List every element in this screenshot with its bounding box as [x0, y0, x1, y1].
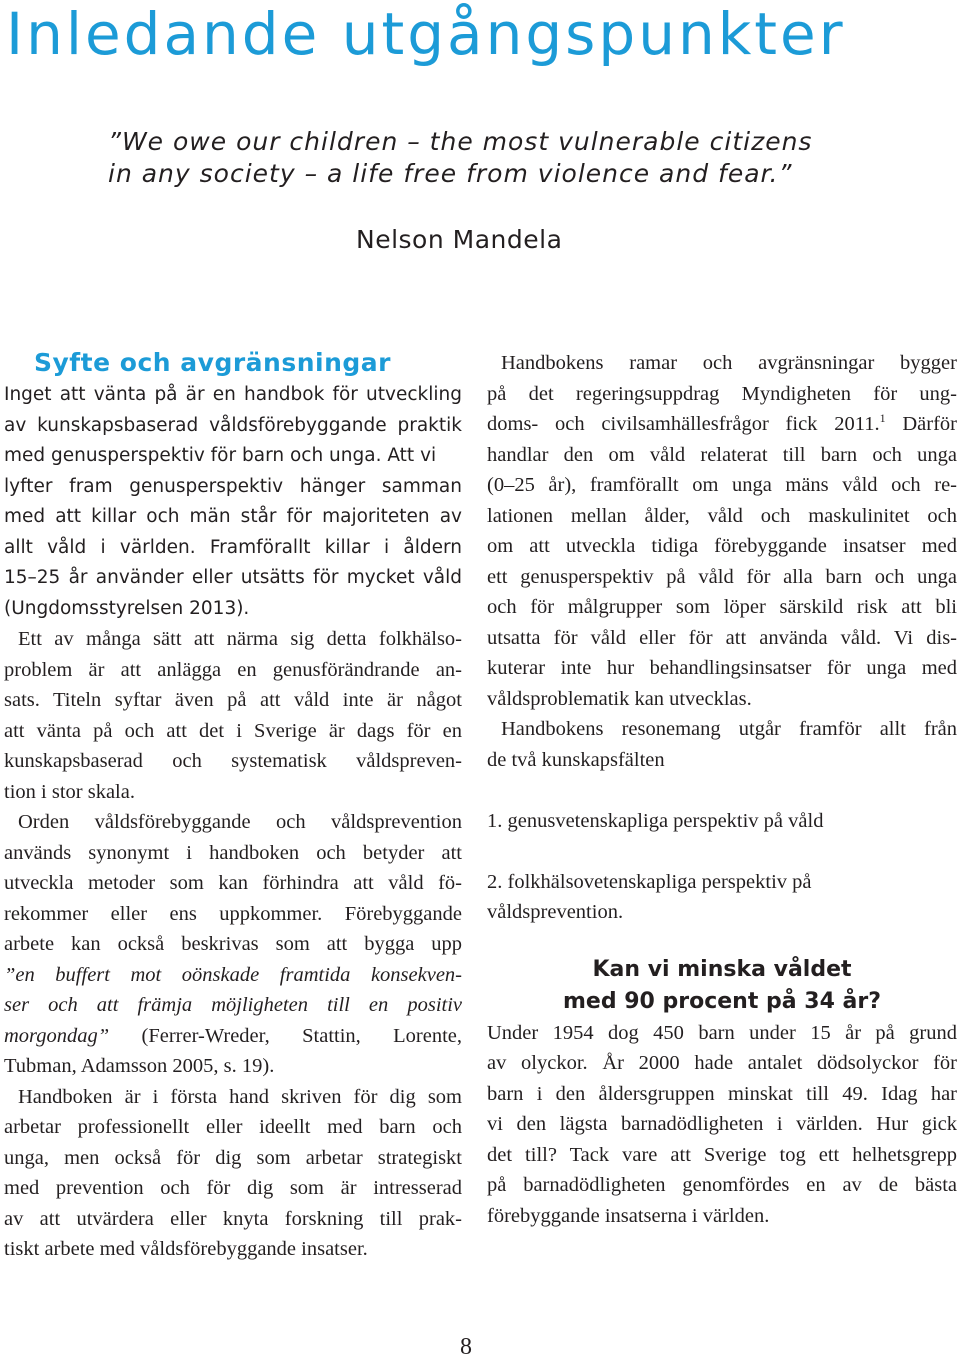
text-line: 2. folkhälsovetenskapliga perspektiv på: [487, 870, 812, 893]
text-line: barn i den åldersgruppen minskat till 49. Idag har: [487, 1082, 957, 1105]
text-line: (Ungdomsstyrelsen 2013).: [4, 597, 250, 619]
italic-fragment: morgondag”: [4, 1024, 110, 1047]
text-line: förebyggande insatserna i världen.: [487, 1204, 770, 1227]
text-line: ett genusperspektiv på våld för alla barn och unga: [487, 565, 957, 588]
quote-attribution: Nelson Mandela: [356, 225, 563, 254]
text-line: rekommer eller ens uppkommer. Förebyggande: [4, 902, 462, 925]
text-line: på det regeringsuppdrag Myndigheten för ung-: [487, 382, 957, 405]
text-line: av kunskapsbaserad våldsförebyggande praktik: [4, 414, 462, 436]
text-line: 1. genusvetenskapliga perspektiv på våld: [487, 809, 824, 832]
list-item: [487, 806, 957, 837]
footnote-marker: 1: [879, 411, 886, 426]
paragraph: [4, 1082, 462, 1265]
italic-text-line: ser och att främja möjligheten till en positiv: [4, 994, 462, 1016]
text-line: utveckla metoder som kan förhindra att våld fö-: [4, 872, 462, 894]
text-line: med att killar och män står för majoriteten av: [4, 506, 462, 527]
text-line: lationen mellan ålder, våld och maskulinitet och: [487, 504, 957, 527]
text-line: [487, 409, 957, 440]
left-column: [4, 346, 462, 1265]
text-line: tion i stor skala.: [4, 780, 135, 803]
italic-text-line: ”en buffert mot oönskade framtida konsekven-: [4, 963, 462, 986]
text-line: handlar den om våld relaterat till barn och unga: [487, 443, 957, 466]
text-line: Inget att vänta på är en handbok för utveckling: [4, 384, 462, 405]
intro-paragraph: [4, 380, 462, 624]
spacer: [487, 836, 957, 867]
text-line: [4, 1021, 462, 1052]
text-fragment: (Ferrer-Wreder, Stattin, Lorente,: [109, 1024, 462, 1047]
text-line: Orden våldsförebyggande och våldsprevention: [18, 811, 462, 833]
paragraph: [4, 807, 462, 1082]
text-line: allt våld i världen. Framförallt killar i åldern: [4, 536, 462, 558]
text-line: 15–25 år använder eller utsätts för mycket våld: [4, 567, 462, 588]
section-heading: Syfte och avgränsningar: [34, 348, 391, 377]
heading-line: Kan vi minska våldet: [592, 956, 852, 982]
quote-line: ”We owe our children – the most vulnerable citizens: [108, 127, 813, 156]
text-fragment: Att vi: [381, 445, 437, 466]
page-title: Inledande utgångspunkter: [6, 0, 846, 68]
text-line: tiskt arbete med våldsförebyggande insatser.: [4, 1238, 368, 1260]
text-line: används synonymt i handboken och betyder att: [4, 841, 462, 864]
text-line: Under 1954 dog 450 barn under 15 år på grund: [487, 1021, 957, 1044]
text-line: [4, 441, 462, 472]
page-number: 8: [460, 1334, 472, 1360]
quote-line: in any society – a life free from violence and fear.”: [108, 159, 793, 188]
text-line: (0–25 år), framförallt om unga mäns våld och re-: [487, 474, 957, 496]
text-line: kuterar inte hur behandlingsinsatser för unga med: [487, 657, 957, 679]
text-line: våldsprevention.: [487, 901, 624, 923]
right-column: [487, 348, 957, 1231]
heading-line: med 90 procent på 34 år?: [562, 988, 882, 1014]
spacer: [487, 928, 957, 948]
text-line: problem är att anlägga en genusförändrande an-: [4, 658, 462, 681]
text-line: det till? Tack vare att Sverige tog ett helhetsgrepp: [487, 1143, 957, 1166]
spacer: [487, 775, 957, 806]
paragraph: [487, 714, 957, 775]
list-item: [487, 867, 957, 928]
paragraph: [487, 348, 957, 714]
text-line: med prevention och för dig som är intresserad: [4, 1177, 462, 1199]
text-line: vi den lägsta barnadödligheten i världen. Hur gick: [487, 1113, 957, 1135]
text-line: de två kunskapsfälten: [487, 748, 665, 771]
text-line: kunskapsbaserad och systematisk våldspreven-: [4, 750, 462, 772]
fact-box-heading: [487, 954, 957, 1018]
text-line: Handbokens resonemang utgår framför allt från: [501, 718, 957, 740]
text-line: av olyckor. År 2000 hade antalet dödsolyckor för: [487, 1052, 957, 1074]
epigraph-quote: [108, 126, 928, 190]
fact-box-paragraph: [487, 1018, 957, 1232]
text-line: utsatta för våld eller för att använda våld. Vi dis-: [487, 626, 957, 649]
text-line: på barnadödligheten genomfördes en av de bästa: [487, 1174, 957, 1196]
text-line: unga, men också för dig som arbetar strategiskt: [4, 1146, 462, 1169]
text-fragment: doms- och civilsamhällesfrågor fick 2011.: [487, 413, 880, 435]
text-line: våldsproblematik kan utvecklas.: [487, 687, 752, 710]
text-line: att vänta på och att det i Sverige är dags för en: [4, 719, 462, 742]
text-line: om att utveckla tidiga förebyggande insatser med: [487, 535, 957, 557]
text-fragment: med genusperspektiv för barn och unga.: [4, 445, 382, 466]
text-line: Handboken är i första hand skriven för dig som: [18, 1085, 462, 1108]
paragraph: [4, 624, 462, 807]
text-line: arbetar professionellt eller ideellt med barn och: [4, 1116, 462, 1138]
text-line: arbete kan också beskrivas som att bygga upp: [4, 933, 462, 955]
text-line: sats. Titeln syftar även på att våld inte är något: [4, 689, 462, 711]
text-line: Handbokens ramar och avgränsningar bygger: [501, 352, 957, 374]
text-fragment: Därför: [885, 413, 957, 435]
text-line: och för målgrupper som löper särskild risk att bli: [487, 596, 957, 618]
text-line: lyfter fram genusperspektiv hänger samman: [4, 475, 462, 497]
text-line: Tubman, Adamsson 2005, s. 19).: [4, 1055, 275, 1077]
text-line: Ett av många sätt att närma sig detta folkhälso-: [18, 628, 462, 650]
text-line: av att utvärdera eller knyta forskning till prak-: [4, 1207, 462, 1230]
